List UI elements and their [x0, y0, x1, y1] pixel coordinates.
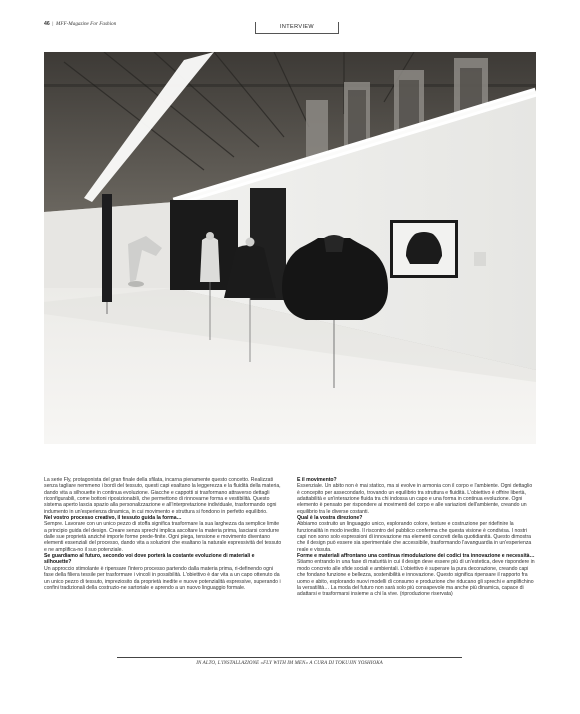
caption-divider	[117, 657, 462, 658]
article-column-right	[297, 477, 536, 598]
article-paragraph: Stiamo entrando in una fase di maturità in cui il design deve essere più di un'estetica, deve rispondere in modo concreto alle sfide sociali e ambientali. L'obiettivo è superare la pura decorazione, creando capi che fondano funzione e bellezza, sostenibilità e innovazione. Questo significa ripensare il rapporto fra uomo e abito, esplorando nuovi modelli di consumo e produzione che riducano gli sprechi e amplifichino la versatilità… La moda del futuro non sarà solo più consapevole ma anche più dinamica, capace di adattarsi e trasformarsi insieme a chi la vive. (riproduzione riservata)	[297, 559, 535, 598]
article-paragraph: Essenziale. Un abito non è mai statico, ma si evolve in armonia con il corpo e l'ambiente. Ogni dettaglio è concepito per assecondarlo, trovando un equilibrio tra struttura e fluidità. L'obiettivo è offrire libertà, adattabilità e un'interazione fluida tra chi indossa un capo e una forma in continua evoluzione. Ogni elemento è pensato per rispondere ai movimenti del corpo e alle variazioni dell'ambiente, creando un equilibrio tra le diverse costanti.	[297, 483, 533, 515]
article-paragraph: Sempre. Lavorare con un unico pezzo di stoffa significa trasformare la sua larghezza da semplice limite a principio guida del design. Creare senza sprechi implica ascoltare la materia prima, lasciarsi condurre dalle sue proprietà anziché imporle forme prede-finite. Ogni piega, tensione e movimento diventano elementi essenziali del processo, dando vita a soluzioni che esaltano la naturale espressività del tessuto e ne amplifica-no il suo potenziale.	[44, 521, 282, 553]
article-paragraph: Abbiamo costruito un linguaggio unico, esplorando colore, texture e costruzione per ridefinire la funzionalità in modo inedito. Il riscontro del pubblico conferma che questa visione è condivisa. I nostri capi non sono solo espressioni di innovazione ma elementi concreti della quotidianità. Questo dimostra che il design può essere sia sperimentale che accessibile, trasformando l'avanguardia in un'esperienza reale e vissuta.	[297, 521, 532, 553]
interview-question: E il movimento?	[297, 477, 337, 483]
interview-question: Nel vostro processo creativo, il tessuto guida la forma…	[44, 515, 182, 522]
section-label: INTERVIEW	[255, 22, 339, 34]
interview-question: Forme e materiali affrontano una continua rimodulazione dei codici tra innovazione e necessità…	[297, 553, 535, 560]
photo-caption: IN ALTO, L'INSTALLAZIONE «FLY WITH IM MEN» A CURA DI TOKUJIN YOSHIOKA	[196, 661, 383, 666]
article-column-left	[44, 477, 283, 591]
interview-question: Se guardiamo al futuro, secondo voi dove porterà la costante evoluzione di materiali e silhouette?	[44, 553, 255, 566]
interview-question: Qual è la vostra direzione?	[297, 515, 363, 522]
article-paragraph: Un approccio stimolante è ripensare l'intero processo partendo dalla materia prima, ri-definendo ogni fase della filiera tessile per trasformare i vincoli in possibilità. L'obiettivo è dar vita a un capo ottenuto da un unico pezzo di tessuto, impreziosito da proprietà inedite e nuove potenzialità espressive, superando i confini tradizionali della costruzio-ne sartoriale e aprendo a un nuovo linguaggio formale.	[44, 565, 281, 591]
article-paragraph: La serie Fly, protagonista del gran finale della sfilata, incarna pienamente questo concetto. Realizzati senza tagliare nemmeno i bordi del tessuto, questi capi esaltano la leggerezza e la fluidità della materia, dando vita a silhouette in continua evoluzione. Giacche e cappotti si trasformano attraverso dettagli riconfigurabili, come bottoni riposizionabili, che permettono di rinnovarne forma e vestibilità. Questo sistema aperto lascia spazio alla personalizzazione e all'interpretazione individuale, trasformando ogni indumento in un'esperienza dinamica, in cui movimento e struttura si fondono in perfetto equilibrio.	[44, 477, 281, 515]
header-separator: |	[51, 21, 55, 27]
article-body	[44, 477, 536, 652]
publication-name: MFF-Magazine For Fashion	[56, 21, 117, 27]
exhibition-photo	[44, 52, 536, 444]
page-number: 46	[44, 21, 50, 27]
page-header	[44, 21, 116, 27]
